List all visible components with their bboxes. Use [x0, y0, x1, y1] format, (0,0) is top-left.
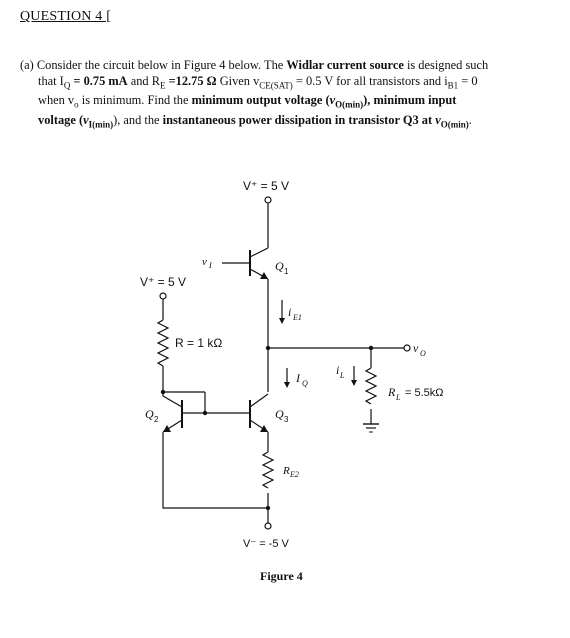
- q2-transistor: [163, 396, 182, 432]
- ib-value: = 0: [461, 73, 478, 88]
- q3-transistor: [250, 394, 268, 432]
- il-label: i: [336, 363, 340, 377]
- problem-line-2: that $I_Q = 0.75$ mA and $R_E =12.75$ Ω Given $v_{CE(SAT)} = 0.5$ V for all transistors and $i_{B1} = 0$: [38, 73, 478, 90]
- q3-subscript: 3: [284, 415, 289, 424]
- ie1-label: i: [288, 305, 292, 319]
- vi-label: v: [202, 256, 207, 268]
- bottom-node: [266, 506, 270, 510]
- iq-subscript: Q: [302, 379, 308, 388]
- q3-label: Q: [275, 407, 284, 421]
- vplus-top-terminal: [265, 197, 271, 203]
- ie1-subscript: E1: [293, 313, 302, 322]
- figure-caption: Figure 4: [260, 569, 303, 583]
- re2-resistor: [263, 452, 273, 488]
- part-label: (a): [20, 58, 34, 72]
- text-segment: that I: [38, 73, 64, 88]
- text-segment: ), and the: [113, 113, 163, 128]
- text-segment: ),: [363, 93, 374, 108]
- text-segment: when v: [38, 93, 75, 108]
- emphasis-min-out: minimum output voltage: [191, 93, 323, 108]
- text-segment: .: [468, 113, 472, 128]
- q2-label: Q: [145, 407, 154, 421]
- q1-transistor: [222, 248, 268, 279]
- il-subscript: L: [340, 371, 345, 380]
- re-value: =12.75 Ω: [168, 73, 217, 88]
- q1-subscript: 1: [284, 267, 289, 276]
- vplus-left-terminal: [160, 293, 166, 299]
- rl-subscript: L: [396, 393, 401, 402]
- ground-symbol: [363, 424, 379, 432]
- rl-resistor: [366, 368, 376, 404]
- emphasis-power: instantaneous power dissipation in transistor Q3 at: [162, 113, 433, 128]
- r-label: R = 1 kΩ: [175, 336, 223, 350]
- r-resistor: [158, 320, 168, 366]
- vplus-top-label: V⁺ = 5 V: [243, 179, 290, 193]
- text-segment: and R: [127, 73, 160, 88]
- re2-label: R: [283, 465, 290, 477]
- emphasis-widlar: Widlar current source: [286, 58, 404, 72]
- iq-label: I: [296, 371, 300, 385]
- vo-terminal: [404, 345, 410, 351]
- q1-label: Q: [275, 259, 284, 273]
- problem-line-3: when $v_o$ is minimum. Find the minimum output voltage $(v_{O(min)})$, minimum input: [38, 93, 457, 110]
- vce-sat-text: = 0.5 V for all transistors and i: [295, 73, 448, 88]
- emphasis-min-in: minimum input: [373, 93, 457, 108]
- q2-subscript: 2: [154, 415, 159, 424]
- vplus-left-label: V⁺ = 5 V: [140, 275, 187, 289]
- text-segment: Consider the circuit below in Figure 4 below. The: [36, 58, 287, 72]
- vo-label: v: [413, 341, 419, 355]
- rl-label: R: [388, 385, 396, 399]
- vi-subscript: I: [209, 261, 212, 270]
- iq-value: = 0.75 mA: [73, 73, 128, 88]
- text-segment: Given v: [219, 73, 260, 88]
- q2-emitter-wire: [163, 432, 268, 508]
- re2-subscript: E2: [290, 470, 299, 479]
- text-segment: is minimum. Find the: [81, 93, 192, 108]
- question-heading: QUESTION 4 [: [20, 9, 112, 24]
- problem-line-4: voltage $(v_{I(min)})$, and the instantaneous power dissipation in transistor Q3 at $v_{O(min)}$.: [38, 113, 472, 130]
- vminus-terminal: [265, 523, 271, 529]
- text-segment: is designed such: [403, 58, 489, 72]
- vo-subscript: O: [420, 349, 426, 358]
- text-segment: voltage: [38, 113, 76, 128]
- vminus-label: V⁻ = -5 V: [243, 538, 289, 550]
- rl-value: = 5.5kΩ: [405, 387, 444, 399]
